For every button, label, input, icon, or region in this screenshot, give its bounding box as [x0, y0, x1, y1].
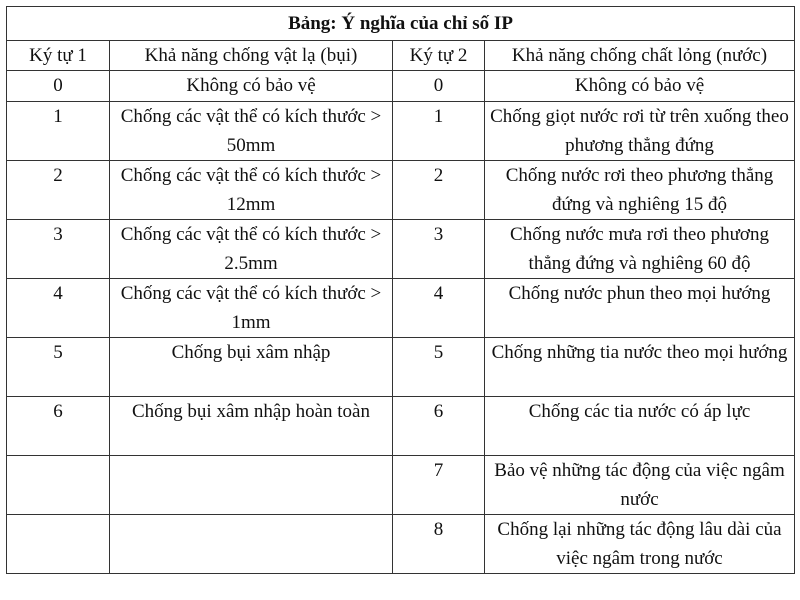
header-char2: Ký tự 2	[393, 41, 485, 71]
liquid-protection-cell: Không có bảo vệ	[485, 71, 795, 102]
header-liquid-protection: Khả năng chống chất lỏng (nước)	[485, 41, 795, 71]
solid-protection-cell: Chống các vật thể có kích thước > 1mm	[110, 279, 393, 338]
header-solid-protection: Khả năng chống vật lạ (bụi)	[110, 41, 393, 71]
liquid-protection-cell: Chống nước phun theo mọi hướng	[485, 279, 795, 338]
table-row	[7, 397, 795, 456]
char2-cell: 2	[393, 161, 485, 220]
solid-protection-cell	[110, 515, 393, 574]
table-row	[7, 220, 795, 279]
char2-cell: 6	[393, 397, 485, 456]
solid-protection-cell: Chống các vật thể có kích thước > 2.5mm	[110, 220, 393, 279]
solid-protection-cell: Chống bụi xâm nhập hoàn toàn	[110, 397, 393, 456]
table-title: Bảng: Ý nghĩa của chỉ số IP	[7, 7, 795, 41]
char2-cell: 0	[393, 71, 485, 102]
table-row	[7, 338, 795, 397]
char2-cell: 7	[393, 456, 485, 515]
table-row	[7, 456, 795, 515]
char2-cell: 1	[393, 102, 485, 161]
liquid-protection-cell: Chống các tia nước có áp lực	[485, 397, 795, 456]
liquid-protection-cell: Chống giọt nước rơi từ trên xuống theo phương thẳng đứng	[485, 102, 795, 161]
table-row	[7, 279, 795, 338]
char2-cell: 8	[393, 515, 485, 574]
liquid-protection-cell: Chống lại những tác động lâu dài của việc ngâm trong nước	[485, 515, 795, 574]
solid-protection-cell: Không có bảo vệ	[110, 71, 393, 102]
table-row	[7, 102, 795, 161]
table-row	[7, 71, 795, 102]
char1-cell: 0	[7, 71, 110, 102]
char1-cell	[7, 515, 110, 574]
solid-protection-cell	[110, 456, 393, 515]
liquid-protection-cell: Chống những tia nước theo mọi hướng	[485, 338, 795, 397]
solid-protection-cell: Chống các vật thể có kích thước > 50mm	[110, 102, 393, 161]
ip-rating-table	[6, 6, 795, 574]
table-row	[7, 161, 795, 220]
solid-protection-cell: Chống bụi xâm nhập	[110, 338, 393, 397]
char1-cell: 4	[7, 279, 110, 338]
char1-cell	[7, 456, 110, 515]
liquid-protection-cell: Bảo vệ những tác động của việc ngâm nước	[485, 456, 795, 515]
char1-cell: 6	[7, 397, 110, 456]
char1-cell: 3	[7, 220, 110, 279]
char1-cell: 5	[7, 338, 110, 397]
table-row	[7, 515, 795, 574]
liquid-protection-cell: Chống nước mưa rơi theo phương thẳng đứng và nghiêng 60 độ	[485, 220, 795, 279]
table-header-row	[7, 41, 795, 71]
solid-protection-cell: Chống các vật thể có kích thước > 12mm	[110, 161, 393, 220]
char1-cell: 1	[7, 102, 110, 161]
char1-cell: 2	[7, 161, 110, 220]
header-char1: Ký tự 1	[7, 41, 110, 71]
char2-cell: 5	[393, 338, 485, 397]
char2-cell: 4	[393, 279, 485, 338]
liquid-protection-cell: Chống nước rơi theo phương thẳng đứng và nghiêng 15 độ	[485, 161, 795, 220]
table-title-row	[7, 7, 795, 41]
char2-cell: 3	[393, 220, 485, 279]
